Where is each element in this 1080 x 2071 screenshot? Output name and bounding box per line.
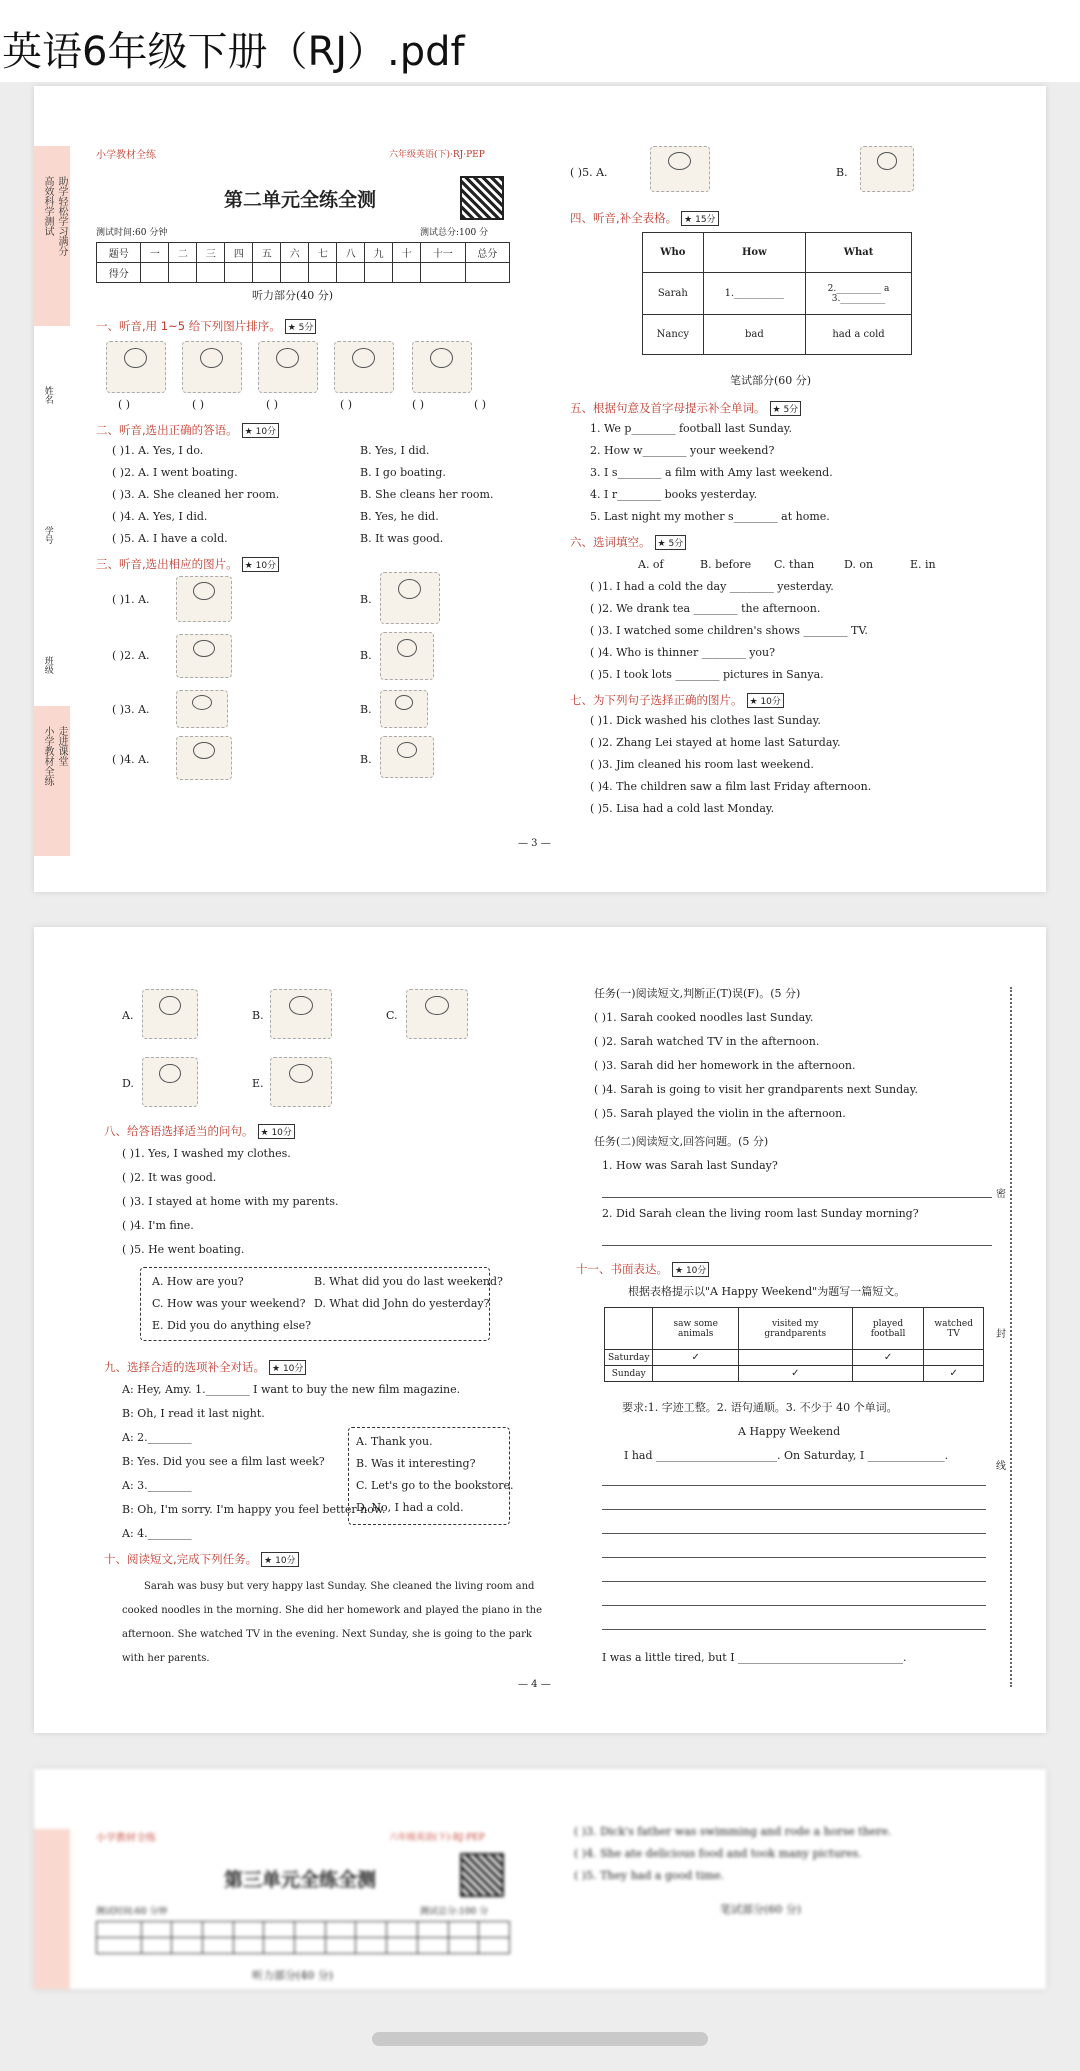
- option-item: C. How was your weekend?: [152, 1297, 306, 1310]
- option-b: B. Yes, he did.: [360, 510, 439, 523]
- option-b: B.: [836, 166, 848, 179]
- option-b: B.: [360, 649, 372, 662]
- answer-line[interactable]: [602, 1245, 992, 1246]
- option-b: B. Yes, I did.: [360, 444, 430, 457]
- header-right: 六年级英语(下)·RJ·PEP: [389, 1833, 485, 1843]
- picture: [406, 989, 468, 1039]
- star-icon: ★ 10分: [747, 693, 784, 708]
- home-indicator[interactable]: [372, 2032, 708, 2046]
- option-b: B. She cleans her room.: [360, 488, 494, 501]
- picture: [258, 341, 318, 393]
- picture-b: [380, 632, 434, 680]
- star-icon: ★ 15分: [681, 211, 718, 226]
- passage-line: afternoon. She watched TV in the evening. Next Sunday, she is going to the park: [122, 1629, 532, 1640]
- score-row-label: 得分: [97, 263, 141, 283]
- section-8-title: 八、给答语选择适当的问句。 ★ 10分: [104, 1123, 295, 1139]
- check-icon: ✓: [852, 1350, 924, 1366]
- table-header: How: [703, 233, 805, 273]
- table-header: visited my grandparents: [738, 1308, 852, 1350]
- test-time: 测试时间:60 分钟: [96, 1907, 168, 1917]
- writing-line[interactable]: [602, 1605, 986, 1606]
- table-header: saw some animals: [653, 1308, 738, 1350]
- dialogue-line[interactable]: A: 2.________: [122, 1431, 192, 1444]
- section-6-title: 六、选词填空。 ★ 5分: [570, 534, 686, 550]
- word-option: D. on: [844, 558, 874, 571]
- passage-line: with her parents.: [122, 1653, 210, 1664]
- table-cell: Sunday: [605, 1366, 653, 1382]
- star-icon: ★ 10分: [242, 423, 279, 438]
- table-cell: Saturday: [605, 1350, 653, 1366]
- word-option: C. than: [774, 558, 815, 571]
- question-item[interactable]: 4. I r________ books yesterday.: [590, 488, 758, 501]
- question-item[interactable]: ( )3. I stayed at home with my parents.: [122, 1195, 339, 1208]
- question-item[interactable]: ( )4. Sarah is going to visit her grandparents next Sunday.: [594, 1083, 918, 1096]
- score-header: 三: [197, 243, 225, 263]
- side-label-name: 姓名: [42, 386, 53, 404]
- picture-a: [650, 146, 710, 192]
- header-left: 小学教材全练: [96, 1833, 156, 1844]
- option-item: C. Let's go to the bookstore.: [356, 1479, 514, 1492]
- score-header: 九: [365, 243, 393, 263]
- question-item[interactable]: ( )4. I'm fine.: [122, 1219, 194, 1232]
- section-2-title: 二、听音,选出正确的答语。 ★ 10分: [96, 422, 279, 438]
- answer-bracket[interactable]: ( ): [266, 398, 279, 411]
- picture-a: [176, 576, 232, 622]
- picture: [182, 341, 242, 393]
- picture-label: B.: [252, 1009, 264, 1022]
- header-left: 小学教材全练: [96, 150, 156, 161]
- option-b: B.: [360, 593, 372, 606]
- picture-a: [176, 634, 232, 678]
- table-header: Who: [643, 233, 704, 273]
- score-table: [96, 1921, 510, 1954]
- question-item[interactable]: ( )4. A.: [112, 753, 150, 766]
- score-header: 十: [393, 243, 421, 263]
- question-item[interactable]: ( )3. Jim cleaned his room last weekend.: [590, 758, 814, 771]
- section-3-title: 三、听音,选出相应的图片。 ★ 10分: [96, 556, 279, 572]
- test-time: 测试时间:60 分钟: [96, 228, 168, 238]
- answer-bracket[interactable]: ( ): [192, 398, 205, 411]
- picture-label: A.: [122, 1009, 134, 1022]
- task-2-title: 任务(二)阅读短文,回答问题。(5 分): [594, 1135, 769, 1148]
- essay-end[interactable]: I was a little tired, but I ______________________________.: [602, 1651, 907, 1664]
- picture: [106, 341, 166, 393]
- word-option: B. before: [700, 558, 752, 571]
- question-item[interactable]: ( )5. I took lots ________ pictures in Sanya.: [590, 668, 824, 681]
- side-strip-top: [34, 1829, 70, 1989]
- score-header: 二: [169, 243, 197, 263]
- question-item: ( )3. Dick's father was swimming and rode a horse there.: [574, 1825, 892, 1838]
- score-header: 十一: [421, 243, 465, 263]
- star-icon: ★ 10分: [269, 1360, 306, 1375]
- table-header: watched TV: [924, 1308, 984, 1350]
- writing-line[interactable]: [602, 1485, 986, 1486]
- option-b: B.: [360, 753, 372, 766]
- side-text-2: 助学轻松学习满分: [56, 176, 67, 256]
- star-icon: ★ 10分: [261, 1552, 298, 1567]
- page-number: — 4 —: [518, 1679, 551, 1690]
- table-cell[interactable]: 2.__________ a 3.__________: [806, 273, 912, 315]
- picture: [142, 1057, 198, 1107]
- picture: [270, 1057, 332, 1107]
- written-heading: 笔试部分(60 分): [720, 1903, 802, 1916]
- question-item: ( )4. She ate delicious food and took many pictures.: [574, 1847, 862, 1860]
- writing-prompt: 根据表格提示以"A Happy Weekend"为题写一篇短文。: [628, 1285, 906, 1298]
- dialogue-line[interactable]: A: Hey, Amy. 1.________ I want to buy the new film magazine.: [122, 1383, 461, 1396]
- question-item[interactable]: ( )2. Zhang Lei stayed at home last Saturday.: [590, 736, 841, 749]
- essay-title: A Happy Weekend: [738, 1425, 841, 1438]
- answer-bracket[interactable]: ( ): [340, 398, 353, 411]
- section-10-title: 十、阅读短文,完成下列任务。 ★ 10分: [104, 1551, 299, 1567]
- listening-heading: 听力部分(40 分): [252, 1969, 334, 1982]
- section-11-title: 十一、书面表达。 ★ 10分: [576, 1261, 709, 1277]
- answer-bracket[interactable]: ( ): [474, 398, 487, 411]
- writing-requirements: 要求:1. 字迹工整。2. 语句通顺。3. 不少于 40 个单词。: [622, 1401, 898, 1414]
- option-item: E. Did you do anything else?: [152, 1319, 312, 1332]
- question-item[interactable]: ( )1. A. Yes, I do.: [112, 444, 204, 457]
- table-cell: bad: [703, 315, 805, 355]
- passage-line: cooked noodles in the morning. She did her homework and played the piano in the: [122, 1605, 542, 1616]
- title-bar: [0, 0, 1080, 82]
- picture: [334, 341, 394, 393]
- star-icon: ★ 10分: [672, 1262, 709, 1277]
- star-icon: ★ 5分: [285, 319, 317, 334]
- question-item[interactable]: ( )2. Sarah watched TV in the afternoon.: [594, 1035, 820, 1048]
- page-number: — 3 —: [518, 838, 551, 849]
- table-cell: [852, 1366, 924, 1382]
- side-text-4: 走进课堂: [56, 726, 67, 766]
- side-label-number: 学号: [42, 526, 53, 544]
- picture: [142, 989, 198, 1039]
- section-5-title: 五、根据句意及首字母提示补全单词。 ★ 5分: [570, 400, 801, 416]
- picture-b: [380, 690, 428, 728]
- table-cell: [924, 1350, 984, 1366]
- writing-line[interactable]: [602, 1629, 986, 1630]
- question-item[interactable]: ( )5. A.: [570, 166, 608, 179]
- picture-label: D.: [122, 1077, 134, 1090]
- question-item[interactable]: ( )3. A.: [112, 703, 150, 716]
- option-b: B. It was good.: [360, 532, 444, 545]
- pdf-page-3: [34, 86, 1046, 892]
- dialogue-line: B: Oh, I'm sorry. I'm happy you feel better now.: [122, 1503, 386, 1516]
- score-header: 总分: [465, 243, 509, 263]
- picture-a: [176, 736, 232, 780]
- picture: [412, 341, 472, 393]
- option-b: B. I go boating.: [360, 466, 446, 479]
- question-item[interactable]: ( )1. A.: [112, 593, 150, 606]
- table-header: [605, 1308, 653, 1350]
- score-header: 题号: [97, 243, 141, 263]
- question-item[interactable]: 2. How w________ your weekend?: [590, 444, 775, 457]
- star-icon: ★ 10分: [258, 1124, 295, 1139]
- side-text-3: 小学教材全练: [42, 726, 53, 786]
- option-b: B.: [360, 703, 372, 716]
- listening-table: [642, 232, 912, 355]
- answer-bracket[interactable]: ( ): [118, 398, 131, 411]
- question-item[interactable]: ( )3. A. She cleaned her room.: [112, 488, 280, 501]
- question-item[interactable]: ( )2. It was good.: [122, 1171, 217, 1184]
- unit-title: 第二单元全练全测: [224, 189, 377, 211]
- unit-title: 第三单元全练全测: [224, 1869, 377, 1891]
- score-header: 一: [141, 243, 169, 263]
- score-header: 七: [309, 243, 337, 263]
- table-cell: Sarah: [643, 273, 704, 315]
- option-item: A. How are you?: [152, 1275, 244, 1288]
- seal-line: [1010, 987, 1012, 1687]
- section-1-title: 一、听音,用 1~5 给下列图片排序。 ★ 5分: [96, 318, 316, 334]
- question-item[interactable]: ( )3. I watched some children's shows ________ TV.: [590, 624, 868, 637]
- passage-line: Sarah was busy but very happy last Sunday. She cleaned the living room and: [144, 1581, 535, 1592]
- section-9-title: 九、选择合适的选项补全对话。 ★ 10分: [104, 1359, 306, 1375]
- pdf-page-5: [34, 1769, 1046, 1989]
- side-text-1: 高效科学测试: [42, 176, 53, 236]
- table-cell: [653, 1366, 738, 1382]
- question-item[interactable]: ( )2. We drank tea ________ the afternoon.: [590, 602, 821, 615]
- question-item: ( )5. They had a good time.: [574, 1869, 725, 1882]
- writing-line[interactable]: [602, 1509, 986, 1510]
- pdf-page-4: [34, 927, 1046, 1733]
- margin-mark: 密: [996, 1189, 1006, 1200]
- written-heading: 笔试部分(60 分): [730, 374, 812, 387]
- picture: [270, 989, 332, 1039]
- star-icon: ★ 10分: [242, 557, 279, 572]
- check-icon: ✓: [924, 1366, 984, 1382]
- option-item: D. What did John do yesterday?: [314, 1297, 490, 1310]
- star-icon: ★ 5分: [770, 401, 802, 416]
- picture-label: E.: [252, 1077, 264, 1090]
- picture-b: [380, 572, 440, 624]
- question-item[interactable]: ( )1. Dick washed his clothes last Sunday.: [590, 714, 821, 727]
- question-item[interactable]: ( )2. A. I went boating.: [112, 466, 238, 479]
- side-label-class: 班级: [42, 656, 53, 674]
- option-item: B. Was it interesting?: [356, 1457, 476, 1470]
- question-item[interactable]: ( )1. I had a cold the day ________ yesterday.: [590, 580, 834, 593]
- margin-mark: 线: [996, 1461, 1006, 1472]
- writing-line[interactable]: [602, 1533, 986, 1534]
- table-cell[interactable]: 1.__________: [703, 273, 805, 315]
- answer-line[interactable]: [602, 1197, 992, 1198]
- header-right: 六年级英语(下)·RJ·PEP: [389, 150, 485, 160]
- task-1-title: 任务(一)阅读短文,判断正(T)误(F)。(5 分): [594, 987, 801, 1000]
- score-table: [96, 242, 510, 283]
- question-item[interactable]: ( )4. A. Yes, I did.: [112, 510, 208, 523]
- picture-b: [380, 736, 434, 778]
- star-icon: ★ 5分: [655, 535, 687, 550]
- section-7-title: 七、为下列句子选择正确的图片。 ★ 10分: [570, 692, 784, 708]
- question-item[interactable]: ( )5. Sarah played the violin in the afternoon.: [594, 1107, 846, 1120]
- question-item[interactable]: ( )4. The children saw a film last Friday afternoon.: [590, 780, 872, 793]
- question-item[interactable]: ( )2. A.: [112, 649, 150, 662]
- word-option: E. in: [910, 558, 936, 571]
- picture-b: [860, 146, 914, 192]
- dialogue-line: B: Yes. Did you see a film last week?: [122, 1455, 325, 1468]
- dialogue-line[interactable]: A: 4.________: [122, 1527, 192, 1540]
- option-item: D. No, I had a cold.: [356, 1501, 464, 1514]
- picture-a: [176, 690, 228, 728]
- section-4-title: 四、听音,补全表格。 ★ 15分: [570, 210, 719, 226]
- question-item[interactable]: ( )1. Sarah cooked noodles last Sunday.: [594, 1011, 814, 1024]
- qr-code: [460, 1853, 504, 1897]
- answer-bracket[interactable]: ( ): [412, 398, 425, 411]
- question-item[interactable]: ( )5. He went boating.: [122, 1243, 245, 1256]
- picture-label: C.: [386, 1009, 398, 1022]
- question-item: 2. Did Sarah clean the living room last Sunday morning?: [602, 1207, 919, 1220]
- writing-line[interactable]: [602, 1557, 986, 1558]
- table-header: played football: [852, 1308, 924, 1350]
- question-item[interactable]: 1. We p________ football last Sunday.: [590, 422, 793, 435]
- question-item[interactable]: ( )1. Yes, I washed my clothes.: [122, 1147, 291, 1160]
- score-header: 五: [253, 243, 281, 263]
- option-item: B. What did you do last weekend?: [314, 1275, 503, 1288]
- score-header: 四: [225, 243, 253, 263]
- margin-mark: 封: [996, 1329, 1006, 1340]
- essay-start[interactable]: I had ______________________. On Saturday, I ______________.: [624, 1449, 949, 1462]
- listening-heading: 听力部分(40 分): [252, 289, 334, 302]
- option-item: A. Thank you.: [356, 1435, 433, 1448]
- score-header: 六: [281, 243, 309, 263]
- test-score: 测试总分:100 分: [420, 1907, 489, 1917]
- question-item: 1. How was Sarah last Sunday?: [602, 1159, 778, 1172]
- score-header: 八: [337, 243, 365, 263]
- table-cell: Nancy: [643, 315, 704, 355]
- question-item[interactable]: ( )5. Lisa had a cold last Monday.: [590, 802, 775, 815]
- check-icon: ✓: [653, 1350, 738, 1366]
- check-icon: ✓: [738, 1366, 852, 1382]
- dialogue-line: B: Oh, I read it last night.: [122, 1407, 265, 1420]
- writing-line[interactable]: [602, 1581, 986, 1582]
- dialogue-line[interactable]: A: 3.________: [122, 1479, 192, 1492]
- question-item[interactable]: ( )5. A. I have a cold.: [112, 532, 228, 545]
- table-cell: [738, 1350, 852, 1366]
- qr-code: [460, 176, 504, 220]
- question-item[interactable]: ( )3. Sarah did her homework in the afternoon.: [594, 1059, 856, 1072]
- weekend-table: [604, 1307, 984, 1382]
- word-option: A. of: [638, 558, 664, 571]
- document-title: 英语6年级下册（RJ）.pdf: [2, 29, 465, 75]
- question-item[interactable]: ( )4. Who is thinner ________ you?: [590, 646, 776, 659]
- table-cell: had a cold: [806, 315, 912, 355]
- test-score: 测试总分:100 分: [420, 228, 489, 238]
- question-item[interactable]: 3. I s________ a film with Amy last weekend.: [590, 466, 833, 479]
- question-item[interactable]: 5. Last night my mother s________ at home.: [590, 510, 830, 523]
- table-header: What: [806, 233, 912, 273]
